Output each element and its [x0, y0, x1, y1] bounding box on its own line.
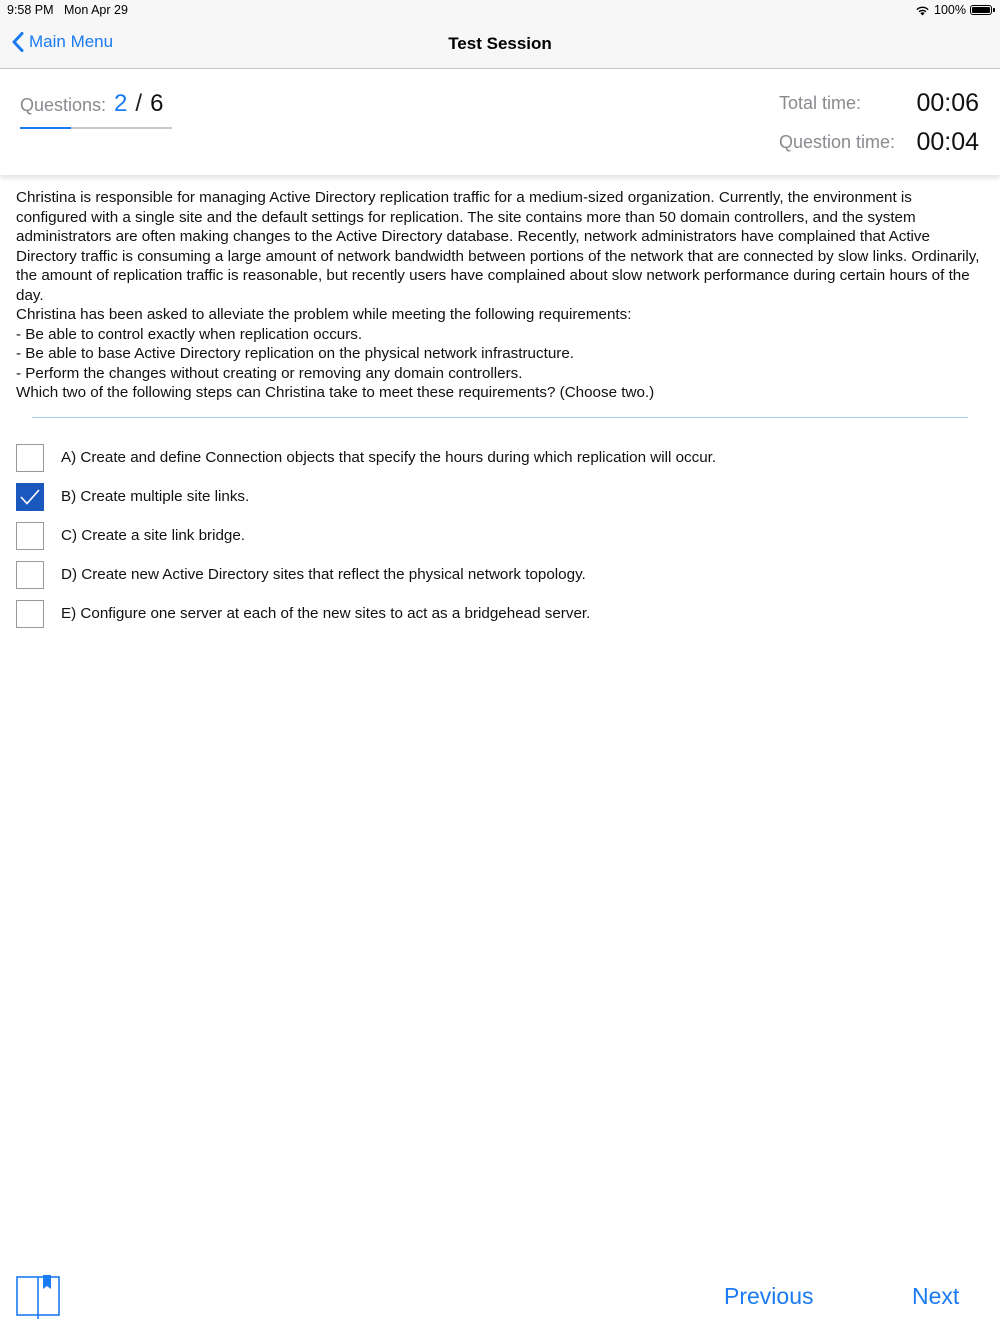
status-date: Mon Apr 29 [64, 3, 128, 17]
previous-button[interactable]: Previous [724, 1283, 814, 1309]
question-counter [20, 90, 163, 118]
question-counter-label: Questions: [20, 95, 107, 115]
answer-label: C) Create a site link bridge. [61, 527, 246, 544]
answer-option-b[interactable] [16, 477, 976, 516]
question-requirement: - Be able to control exactly when replication occurs. [16, 325, 363, 343]
status-indicators [915, 3, 992, 17]
answer-option-e[interactable] [16, 594, 976, 633]
bookmark-book-icon [16, 1275, 62, 1321]
answer-checkbox[interactable] [16, 600, 44, 628]
answer-label: E) Configure one server at each of the new sites to act as a bridgehead server. [61, 605, 591, 622]
answer-option-c[interactable] [16, 516, 976, 555]
question-paragraph: Christina is responsible for managing Active Directory replication traffic for a medium-sized organization. Currently, the environment is configured with a single site and the default settings for replication. The site contains more than 50 domain controllers, and the system administrators are often making changes to the Active Directory database. Recently, network administrators have complained that Active Directory traffic is consuming a large amount of network bandwidth between portions of the network that are connected by slow links. Ordinarily, the amount of replication traffic is reasonable, but recently users have complained about slow network performance during certain hours of the day. [16, 189, 980, 304]
status-time: 9:58 PM [7, 3, 54, 17]
question-progress-bar [20, 127, 172, 129]
navigation-bar [0, 20, 1000, 69]
total-time-value: 00:06 [916, 89, 979, 117]
session-header [0, 69, 1000, 175]
wifi-icon [915, 5, 930, 16]
current-question-number: 2 [114, 90, 128, 117]
answer-label: A) Create and define Connection objects that specify the hours during which replication will occur. [61, 449, 717, 466]
question-requirement: - Perform the changes without creating or removing any domain controllers. [16, 364, 523, 382]
answer-label: D) Create new Active Directory sites that reflect the physical network topology. [61, 566, 586, 583]
status-bar [0, 0, 1000, 20]
next-button[interactable]: Next [912, 1283, 960, 1309]
question-paragraph: Christina has been asked to alleviate the problem while meeting the following requirements: [16, 306, 632, 323]
answer-checkbox[interactable] [16, 561, 44, 589]
question-prompt: Which two of the following steps can Christina take to meet these requirements? (Choose two.) [16, 384, 655, 401]
page-title: Test Session [448, 34, 552, 53]
answer-checkbox[interactable] [16, 444, 44, 472]
total-questions-number: 6 [150, 90, 164, 117]
answer-label: B) Create multiple site links. [61, 488, 250, 505]
answer-checkbox[interactable] [16, 483, 44, 511]
answer-option-d[interactable] [16, 555, 976, 594]
battery-icon [970, 5, 992, 15]
question-divider [32, 417, 968, 418]
question-time-value: 00:04 [916, 128, 979, 156]
question-time-label: Question time: [779, 132, 896, 152]
battery-percent: 100% [934, 3, 966, 17]
question-counter-separator: / [135, 90, 143, 117]
back-button-label: Main Menu [29, 32, 114, 51]
answer-list [16, 438, 976, 633]
question-text [16, 188, 981, 403]
checkmark-icon [19, 488, 41, 506]
answer-option-a[interactable] [16, 438, 976, 477]
question-progress-fill [20, 127, 71, 129]
total-time-label: Total time: [779, 93, 862, 113]
bookmark-button[interactable] [16, 1275, 62, 1326]
question-requirement: - Be able to base Active Directory replication on the physical network infrastructure. [16, 345, 574, 362]
answer-checkbox[interactable] [16, 522, 44, 550]
